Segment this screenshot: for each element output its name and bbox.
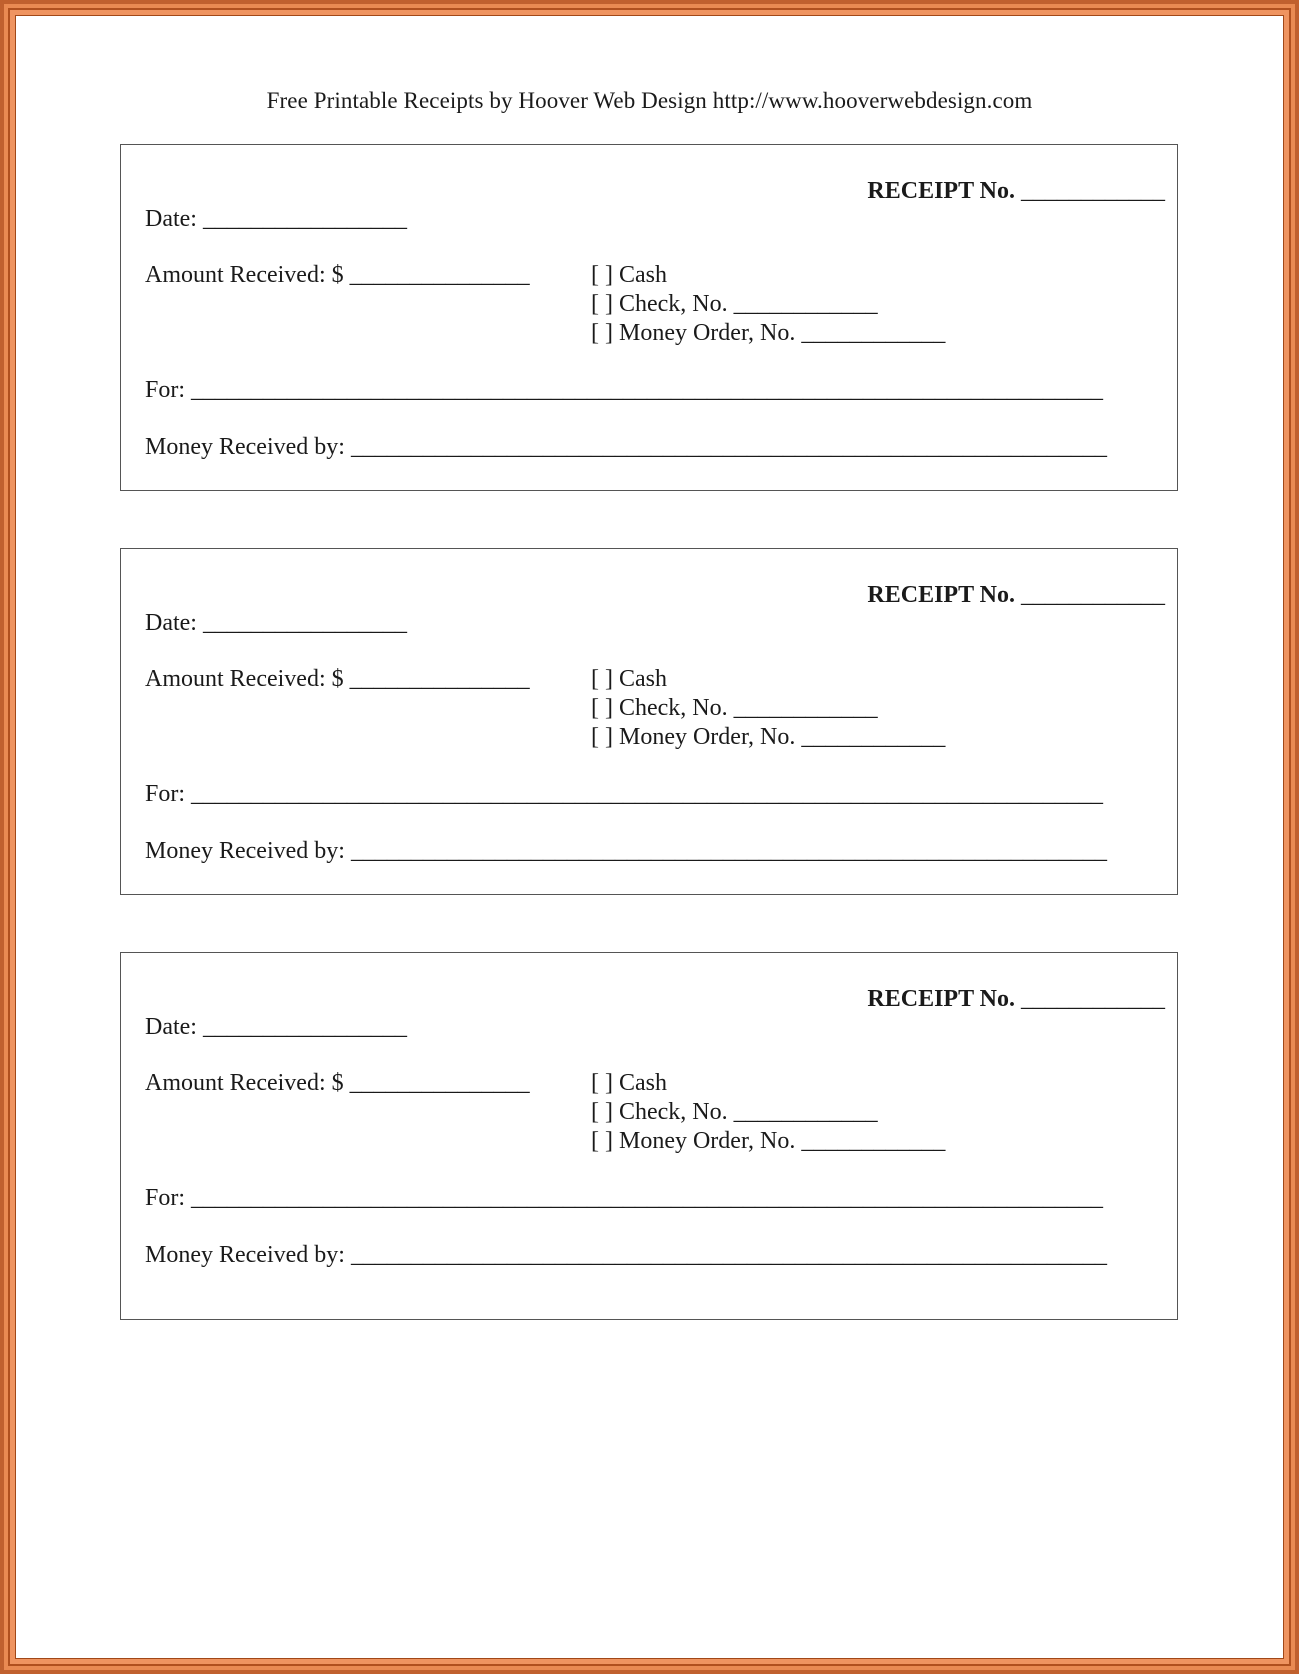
- cash-checkbox[interactable]: [ ] Cash: [591, 1070, 667, 1096]
- date-blank[interactable]: _________________: [202, 206, 407, 232]
- money-received-by-blank[interactable]: _______________________________________________________________: [350, 1242, 1107, 1268]
- receipt-number-label: RECEIPT No.: [867, 178, 1015, 204]
- check-number-blank[interactable]: ____________: [733, 695, 878, 721]
- for-label: For:: [145, 377, 186, 403]
- receipt-number-blank[interactable]: ____________: [1021, 582, 1165, 608]
- amount-received-field[interactable]: [145, 667, 530, 691]
- money-order-label: [ ] Money Order, No.: [591, 1128, 796, 1154]
- for-label: For:: [145, 1185, 186, 1211]
- check-number-blank[interactable]: ____________: [733, 291, 878, 317]
- date-blank[interactable]: _________________: [202, 1014, 407, 1040]
- receipt-number-label: RECEIPT No.: [867, 986, 1015, 1012]
- for-blank[interactable]: ____________________________________________________________________________: [191, 1185, 1104, 1211]
- date-field[interactable]: [145, 611, 407, 635]
- receipt-number-label: RECEIPT No.: [867, 582, 1015, 608]
- money-order-checkbox[interactable]: [591, 321, 945, 345]
- money-order-number-blank[interactable]: ____________: [801, 1128, 946, 1154]
- receipt-number-field[interactable]: [867, 987, 1165, 1011]
- check-checkbox[interactable]: [591, 292, 878, 316]
- money-received-by-field[interactable]: [145, 839, 1107, 863]
- receipt-number-blank[interactable]: ____________: [1021, 178, 1165, 204]
- money-received-by-field[interactable]: [145, 435, 1107, 459]
- money-order-checkbox[interactable]: [591, 1129, 945, 1153]
- for-label: For:: [145, 781, 186, 807]
- amount-received-label: Amount Received: $: [145, 666, 344, 692]
- money-received-by-field[interactable]: [145, 1243, 1107, 1267]
- for-field[interactable]: [145, 1186, 1103, 1210]
- cash-checkbox[interactable]: [ ] Cash: [591, 262, 667, 288]
- receipt-card-3: [120, 952, 1178, 1320]
- receipt-card-1: [120, 144, 1178, 491]
- amount-received-blank[interactable]: _______________: [349, 262, 530, 288]
- amount-received-blank[interactable]: _______________: [349, 666, 530, 692]
- receipt-number-field[interactable]: [867, 583, 1165, 607]
- date-label: Date:: [145, 206, 197, 232]
- date-label: Date:: [145, 610, 197, 636]
- check-checkbox[interactable]: [591, 696, 878, 720]
- amount-received-field[interactable]: [145, 1071, 530, 1095]
- date-field[interactable]: [145, 1015, 407, 1039]
- money-received-by-blank[interactable]: _______________________________________________________________: [350, 838, 1107, 864]
- check-label: [ ] Check, No.: [591, 1099, 728, 1125]
- date-field[interactable]: [145, 207, 407, 231]
- page-title: Free Printable Receipts by Hoover Web Design http://www.hooverwebdesign.com: [266, 88, 1033, 113]
- amount-received-label: Amount Received: $: [145, 262, 344, 288]
- cash-checkbox[interactable]: [ ] Cash: [591, 666, 667, 692]
- money-order-number-blank[interactable]: ____________: [801, 320, 946, 346]
- receipt-number-blank[interactable]: ____________: [1021, 986, 1165, 1012]
- receipt-card-2: [120, 548, 1178, 895]
- money-order-label: [ ] Money Order, No.: [591, 724, 796, 750]
- money-received-by-label: Money Received by:: [145, 1242, 345, 1268]
- money-received-by-blank[interactable]: _______________________________________________________________: [350, 434, 1107, 460]
- receipt-number-field[interactable]: [867, 179, 1165, 203]
- for-field[interactable]: [145, 378, 1103, 402]
- amount-received-label: Amount Received: $: [145, 1070, 344, 1096]
- money-order-label: [ ] Money Order, No.: [591, 320, 796, 346]
- amount-received-blank[interactable]: _______________: [349, 1070, 530, 1096]
- for-blank[interactable]: ____________________________________________________________________________: [191, 377, 1104, 403]
- date-blank[interactable]: _________________: [202, 610, 407, 636]
- date-label: Date:: [145, 1014, 197, 1040]
- amount-received-field[interactable]: [145, 263, 530, 287]
- money-order-number-blank[interactable]: ____________: [801, 724, 946, 750]
- check-number-blank[interactable]: ____________: [733, 1099, 878, 1125]
- money-received-by-label: Money Received by:: [145, 434, 345, 460]
- check-label: [ ] Check, No.: [591, 291, 728, 317]
- money-order-checkbox[interactable]: [591, 725, 945, 749]
- check-checkbox[interactable]: [591, 1100, 878, 1124]
- for-blank[interactable]: ____________________________________________________________________________: [191, 781, 1104, 807]
- money-received-by-label: Money Received by:: [145, 838, 345, 864]
- for-field[interactable]: [145, 782, 1103, 806]
- check-label: [ ] Check, No.: [591, 695, 728, 721]
